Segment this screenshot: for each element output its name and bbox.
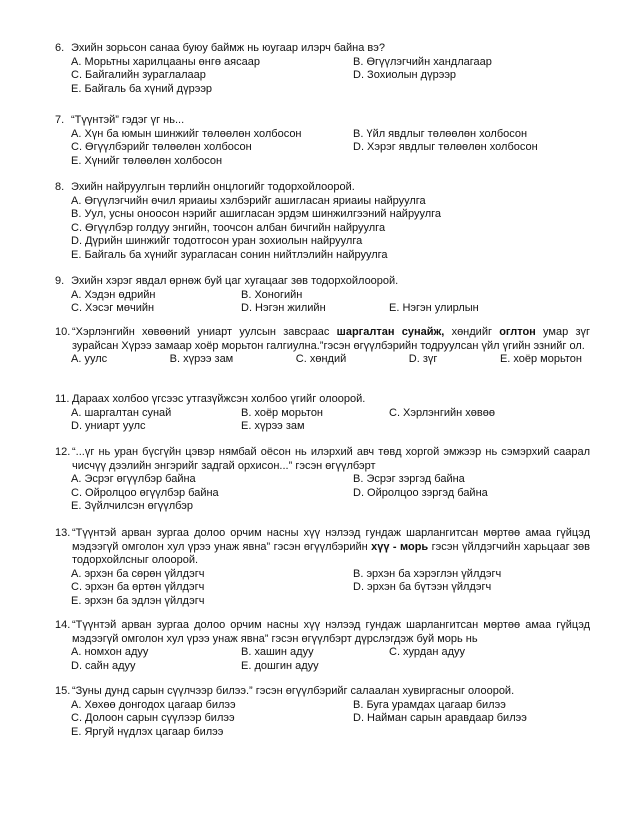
option-e: Е. хүрээ зам	[241, 420, 305, 432]
option-d: D. униарт уулс	[71, 420, 146, 432]
question-text: “Түүнтэй” гэдэг үг нь...	[71, 114, 185, 126]
option-b: В. Үйл явдлыг төлөөлөн холбосон	[353, 127, 528, 140]
question-14	[55, 619, 590, 673]
question-text: Эхийн зорьсон санаа буюу баймж нь юугаар илэрч байна вэ?	[71, 42, 385, 54]
question-text: Эхийн найруулгын төрлийн онцлогийг тодорхойлоорой.	[71, 181, 355, 193]
question-text: “Хэрлэнгийн хөвөөний униарт уулсын завсраас шаргалтан сунайж, хөндийг оглтон умар зүг зурайсан Хүрээ замаар хоёр морьтон галгиулна.”гэсэн өгүүлбэрийн тодруулсан үйл үгийн эзнийг ол.	[72, 326, 591, 352]
option-a: А. Өгүүлэгчийн өчил яриаиы хэлбэрийг ашигласан яриаиы найруулга	[71, 194, 426, 207]
question-number: 15.	[55, 685, 71, 697]
option-a: А. эрхэн ба сөрөн үйлдэгч	[71, 567, 205, 580]
question-10	[55, 326, 590, 367]
option-a: А. Хүн ба юмын шинжийг төлөөлөн холбосон	[71, 127, 302, 140]
question-7	[55, 114, 590, 168]
option-c: С. хөндий	[295, 353, 347, 365]
question-9	[55, 275, 590, 316]
question-text: Дараах холбоо үгсээс утгазүйжсэн холбоо үгийг олоорой.	[72, 393, 366, 405]
question-number: 13.	[55, 527, 71, 539]
option-e: Е. Яргуй нүдлэх цагаар билээ	[71, 725, 224, 738]
question-text: Эхийн хэрэг явдал өрнөж буй цаг хугацааг зөв тодорхойлоорой.	[71, 275, 399, 287]
option-e: Е. Байгаль ба хүнийг зурагласан сонин нийтлэлийн найруулга	[71, 248, 388, 261]
question-8	[55, 181, 590, 262]
option-c: С. Долоон сарын сүүлээр билээ	[71, 712, 235, 724]
question-text: “Түүнтэй арван зургаа долоо орчим насны хүү нэлээд гундаж шарлангитсан мөртөө амаа гүйцэд мэдээгүй омголон хул үрээ унаж явна” гэсэн өгүүлбэрийн хүү - морь гэсэн үйлдэгчийн харьцааг зөв тодорхойлсныг олоорой.	[72, 527, 590, 566]
question-number: 11.	[55, 393, 70, 405]
option-e: Е. дошгин адуу	[241, 659, 319, 672]
question-number: 10.	[55, 326, 71, 338]
option-d: D. Дүрийн шинжийг тодотгосон уран зохиолын найруулга	[71, 235, 363, 247]
option-d: D. эрхэн ба бүтээн үйлдэгч	[353, 581, 492, 593]
question-text: “...үг нь уран бүсгүйн цэвэр нямбай оёсон нь илэрхий авч төвд хоргой эмжээр нь сэмэрхий саарал чисчүү дээлийн энгэрийг задгай орхисон...” гэсэн өгүүлбэрт	[72, 446, 590, 472]
option-a: А. шаргалтан сунай	[71, 406, 172, 419]
option-a: А. уулс	[71, 353, 108, 365]
option-c: С. Ойролцоо өгүүлбэр байна	[71, 486, 219, 499]
question-6	[55, 42, 590, 96]
option-e: Е. хоёр морьтон	[499, 353, 582, 365]
option-d: D. Нэгэн жилийн	[241, 302, 326, 314]
option-d: D. Хэрэг явдлыг төлөөлөн холбосон	[353, 141, 538, 153]
option-b: В. Буга урамдах цагаар билээ	[353, 698, 506, 711]
option-a: А. Морьтны харилцааны өнгө аясаар	[71, 55, 260, 68]
option-d: D. Найман сарын аравдаар билээ	[353, 712, 527, 724]
highlighted-phrase: хүү - морь	[371, 540, 429, 553]
option-c: С. Хэрлэнгийн хөвөө	[389, 406, 495, 419]
option-a: А. Хэдэн өдрийн	[71, 288, 156, 301]
question-11	[55, 393, 590, 434]
option-c: С. Өгүүлбэр голдуу энгийн, тоочсон албан бичгийн найруулга	[71, 221, 386, 234]
question-number: 14.	[55, 619, 71, 631]
option-e: Е. эрхэн ба эдлэн үйлдэгч	[71, 594, 205, 607]
question-number: 9.	[55, 275, 65, 287]
question-number: 6.	[55, 42, 65, 54]
option-a: А. Хөхөө донгодох цагаар билээ	[71, 698, 236, 711]
option-c: С. Өгүүлбэрийг төлөөлөн холбосон	[71, 141, 252, 153]
option-c: С. Байгалийн зураглалаар	[71, 69, 206, 81]
question-number: 7.	[55, 114, 65, 126]
option-b: В. Эсрэг зэргэд байна	[353, 473, 465, 485]
question-15	[55, 685, 590, 739]
option-e: Е. Хүнийг төлөөлөн холбосон	[71, 154, 223, 167]
option-b: В. хүрээ зам	[169, 353, 234, 365]
highlighted-verb: шаргалтан сунайж,	[336, 326, 445, 338]
option-a: А. номхон адуу	[71, 646, 149, 658]
option-b: В. Хоногийн	[241, 288, 303, 301]
question-number: 8.	[55, 181, 65, 193]
question-13	[55, 527, 590, 608]
option-d: D. зүг	[408, 353, 438, 365]
option-d: D. Зохиолын дүрээр	[353, 69, 457, 81]
option-d: D. сайн адуу	[71, 659, 136, 672]
question-text: “Зуны дунд сарын сүүлчээр билээ.” гэсэн өгүүлбэрийг салаалан хувиргасныг олоорой.	[72, 685, 515, 697]
option-e: Е. Нэгэн улирлын	[389, 302, 479, 314]
question-number: 12.	[55, 446, 71, 458]
option-e: Е. Зүйлчилсэн өгүүлбэр	[71, 500, 194, 512]
option-b: В. хоёр морьтон	[241, 406, 324, 419]
option-c: С. хурдан адуу	[389, 646, 466, 658]
option-b: В. эрхэн ба хэрэглэн үйлдэгч	[353, 567, 502, 580]
option-b: В. Уул, усны оноосон нэрийг ашигласан эрдэм шинжилгээний найруулга	[71, 208, 442, 220]
question-text: “Түүнтэй арван зургаа долоо орчим насны хүү нэлээд гундаж шарлангитсан мөртөө амаа гүйцэд мэдээгүй омголон хул үрээ унаж явна” гэсэн өгүүлбэрт дүрслэгдэж буй морь нь	[72, 619, 590, 645]
option-d: D. Ойролцоо зэргэд байна	[353, 486, 488, 499]
highlighted-verb: оглтон	[499, 326, 536, 338]
option-c: С. эрхэн ба өртөн үйлдэгч	[71, 581, 205, 593]
question-12	[55, 446, 590, 514]
option-a: А. Эсрэг өгүүлбэр байна	[71, 473, 196, 485]
option-b: В. хашин адуу	[241, 646, 314, 658]
option-e: Е. Байгаль ба хүний дүрээр	[71, 82, 213, 95]
option-c: С. Хэсэг мөчийн	[71, 302, 155, 314]
option-b: В. Өгүүлэгчийн хандлагаар	[353, 55, 492, 68]
